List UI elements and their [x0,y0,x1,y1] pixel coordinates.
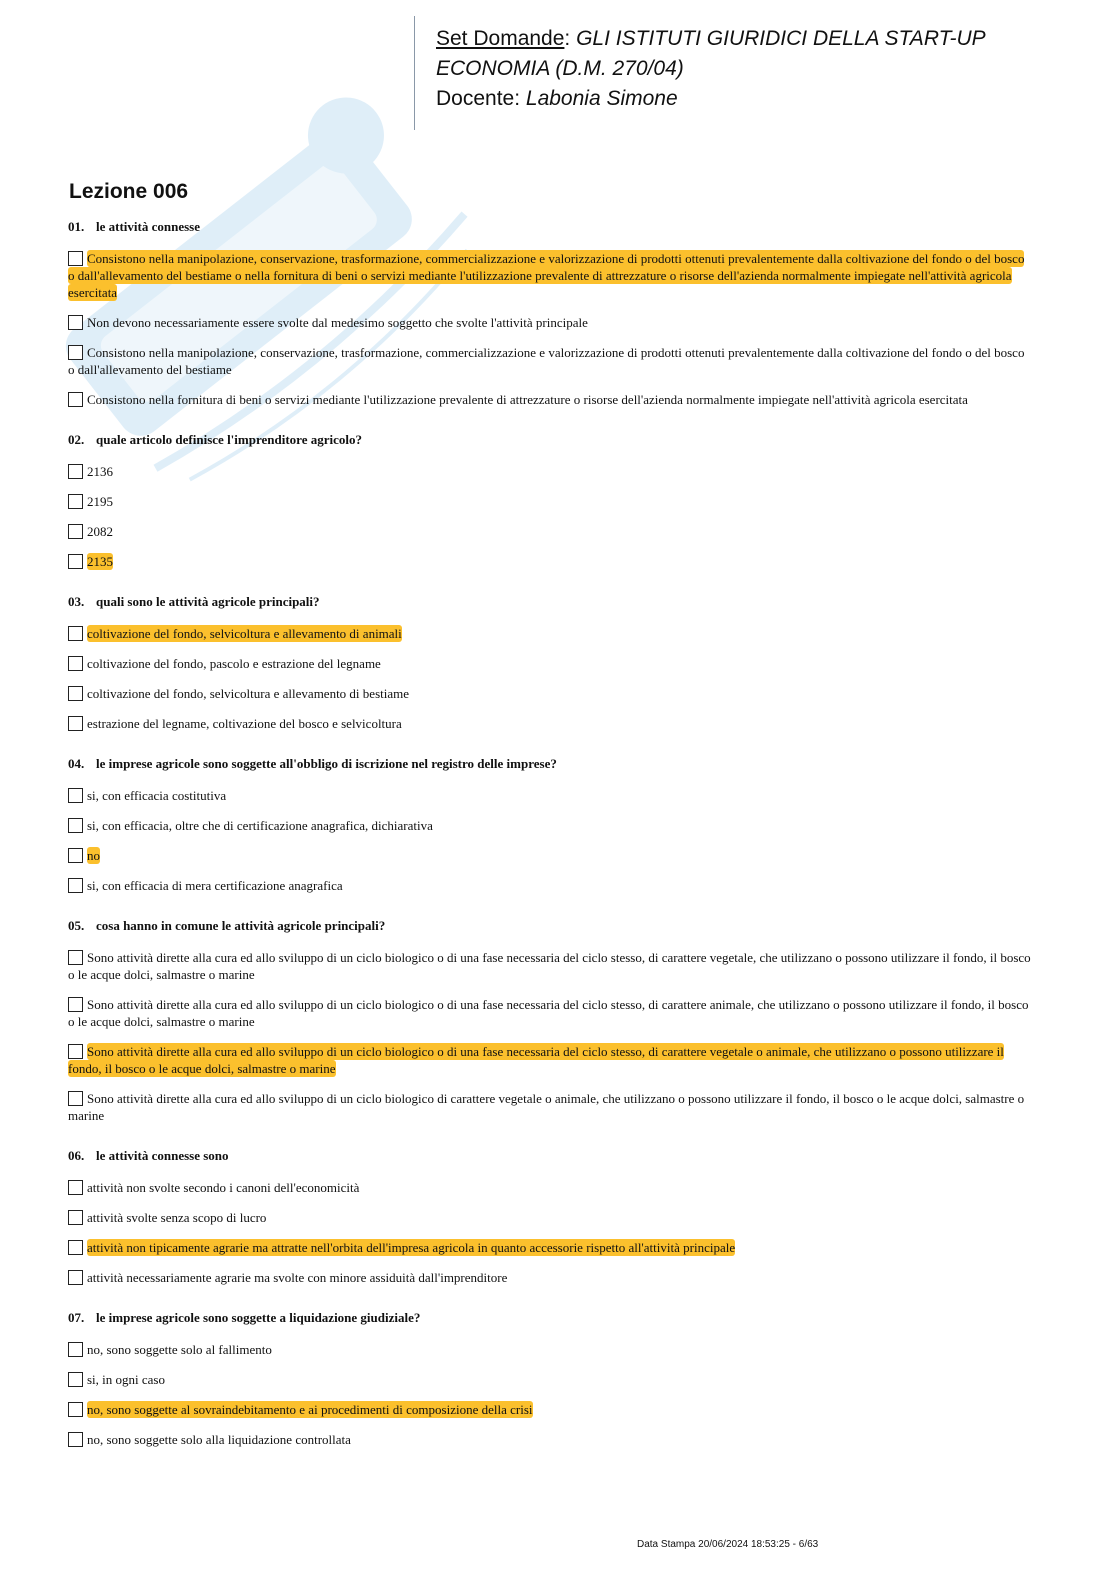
answer-checkbox[interactable] [68,878,83,893]
answer-option[interactable] [68,1269,1034,1286]
answer-option[interactable] [68,1341,1034,1358]
answer-option[interactable] [68,553,1034,570]
lesson-title: Lezione 006 [69,180,189,203]
answer-checkbox[interactable] [68,788,83,803]
answer-option[interactable] [68,1209,1034,1226]
question-block [68,431,1034,570]
answer-text-highlighted: attività non tipicamente agrarie ma attratte nell'orbita dell'impresa agricola in quanto accessorie rispetto all'attività principale [87,1240,736,1255]
answer-option[interactable] [68,625,1034,642]
answer-text: no, sono soggette solo al fallimento [87,1342,272,1357]
question-number: 06. [68,1148,85,1163]
question-heading [68,755,1034,773]
answer-checkbox[interactable] [68,1432,83,1447]
answer-option[interactable] [68,1090,1034,1124]
question-block [68,1309,1034,1448]
answer-checkbox[interactable] [68,1091,83,1106]
answer-option[interactable] [68,847,1034,864]
answer-checkbox[interactable] [68,392,83,407]
question-text: le imprese agricole sono soggette a liquidazione giudiziale? [96,1310,421,1325]
question-text: le attività connesse sono [96,1148,229,1163]
answer-text: Sono attività dirette alla cura ed allo sviluppo di un ciclo biologico o di una fase necessaria del ciclo stesso, di carattere animale, che utilizzano o possono utilizzare il fondo, il bosco o le acque dolci, salmastre o marine [68,997,1029,1029]
answer-option[interactable] [68,787,1034,804]
answer-text: 2195 [87,494,113,509]
question-heading [68,431,1034,449]
answer-option[interactable] [68,685,1034,702]
answer-checkbox[interactable] [68,1372,83,1387]
answer-option[interactable] [68,250,1034,301]
answer-checkbox[interactable] [68,818,83,833]
teacher-line: Docente: Labonia Simone [436,87,678,110]
question-list [68,218,1034,1471]
teacher-name: Labonia Simone [525,87,678,110]
answer-text: si, con efficacia di mera certificazione anagrafica [87,878,343,893]
answer-checkbox[interactable] [68,1402,83,1417]
answer-text: si, con efficacia costitutiva [87,788,227,803]
answer-checkbox[interactable] [68,626,83,641]
answer-text: attività non svolte secondo i canoni dell'economicità [87,1180,360,1195]
answer-text: coltivazione del fondo, pascolo e estrazione del legname [87,656,381,671]
answer-checkbox[interactable] [68,554,83,569]
answer-option[interactable] [68,715,1034,732]
answer-option[interactable] [68,1401,1034,1418]
answer-text: Consistono nella manipolazione, conservazione, trasformazione, commercializzazione e valorizzazione di prodotti ottenuti prevalentemente dalla coltivazione del fondo o del bosco o dall'allevamento del bestiame [68,345,1025,377]
answer-option[interactable] [68,493,1034,510]
answer-text: coltivazione del fondo, selvicoltura e allevamento di bestiame [87,686,409,701]
answer-option[interactable] [68,817,1034,834]
answer-checkbox[interactable] [68,494,83,509]
answer-option[interactable] [68,1043,1034,1077]
answer-checkbox[interactable] [68,1180,83,1195]
answer-option[interactable] [68,1179,1034,1196]
answer-text: 2136 [87,464,113,479]
answer-option[interactable] [68,1431,1034,1448]
answer-text: Consistono nella fornitura di beni o servizi mediante l'utilizzazione prevalente di attrezzature o risorse dell'azienda normalmente impiegate nell'attività agricola esercitata [87,392,968,407]
answer-text-highlighted: 2135 [87,554,113,569]
question-block [68,755,1034,894]
set-line: Set Domande: GLI ISTITUTI GIURIDICI DELLA START-UP [436,27,986,50]
set-title-line2-row [436,54,1076,84]
answer-checkbox[interactable] [68,1270,83,1285]
question-number: 05. [68,918,85,933]
question-number: 04. [68,756,85,771]
answer-option[interactable] [68,949,1034,983]
question-heading [68,1147,1034,1165]
answer-checkbox[interactable] [68,1210,83,1225]
answer-checkbox[interactable] [68,686,83,701]
set-title-line2: ECONOMIA (D.M. 270/04) [436,57,684,80]
answer-text: estrazione del legname, coltivazione del bosco e selvicoltura [87,716,402,731]
answer-text: si, con efficacia, oltre che di certificazione anagrafica, dichiarativa [87,818,433,833]
question-number: 03. [68,594,85,609]
answer-option[interactable] [68,463,1034,480]
question-text: le attività connesse [96,219,200,234]
answer-checkbox[interactable] [68,251,83,266]
header-divider [414,16,415,130]
answer-option[interactable] [68,391,1034,408]
print-footer: Data Stampa 20/06/2024 18:53:25 - 6/63 [637,1539,819,1550]
answer-text: attività svolte senza scopo di lucro [87,1210,267,1225]
question-heading [68,593,1034,611]
answer-text-highlighted: no, sono soggette al sovraindebitamento e ai procedimenti di composizione della crisi [87,1402,533,1417]
question-number: 01. [68,219,85,234]
set-title-line1: GLI ISTITUTI GIURIDICI DELLA START-UP [576,27,986,50]
answer-text: Non devono necessariamente essere svolte dal medesimo soggetto che svolte l'attività principale [87,315,588,330]
question-heading [68,1309,1034,1327]
answer-text: Sono attività dirette alla cura ed allo sviluppo di un ciclo biologico o di una fase necessaria del ciclo stesso, di carattere vegetale, che utilizzano o possono utilizzare il fondo, il bosco o le acque dolci, salmastre o marine [68,950,1031,982]
answer-text: no, sono soggette solo alla liquidazione controllata [87,1432,351,1447]
answer-checkbox[interactable] [68,656,83,671]
answer-text: si, in ogni caso [87,1372,165,1387]
question-block [68,218,1034,408]
answer-option[interactable] [68,877,1034,894]
answer-checkbox[interactable] [68,345,83,360]
answer-text-highlighted: no [87,848,100,863]
question-text: quale articolo definisce l'imprenditore agricolo? [96,432,362,447]
answer-text: attività necessariamente agrarie ma svolte con minore assiduità dall'imprenditore [87,1270,508,1285]
answer-text: 2082 [87,524,113,539]
answer-checkbox[interactable] [68,1240,83,1255]
answer-option[interactable] [68,344,1034,378]
answer-text-highlighted: Consistono nella manipolazione, conservazione, trasformazione, commercializzazione e valorizzazione di prodotti ottenuti prevalentemente dalla coltivazione del fondo o del bosco o dall'allevamento del bestiame o nella fornitura di beni o servizi mediante l'utilizzazione prevalente di attrezzature o risorse dell'azienda normalmente impiegate nell'attività agricola esercitata [68,251,1025,300]
teacher-label: Docente [436,87,515,110]
answer-checkbox[interactable] [68,1342,83,1357]
question-text: quali sono le attività agricole principali? [96,594,320,609]
question-number: 02. [68,432,85,447]
answer-checkbox[interactable] [68,1044,83,1059]
answer-checkbox[interactable] [68,524,83,539]
question-heading [68,917,1034,935]
answer-checkbox[interactable] [68,464,83,479]
answer-checkbox[interactable] [68,997,83,1012]
answer-option[interactable] [68,314,1034,331]
answer-checkbox[interactable] [68,315,83,330]
answer-text: Sono attività dirette alla cura ed allo sviluppo di un ciclo biologico di carattere vegetale o animale, che utilizzano o possono utilizzare il fondo, il bosco o le acque dolci, salmastre o marine [68,1091,1025,1123]
set-label: Set Domande [436,27,565,50]
answer-text-highlighted: coltivazione del fondo, selvicoltura e allevamento di animali [87,626,402,641]
answer-checkbox[interactable] [68,716,83,731]
question-block [68,917,1034,1124]
question-number: 07. [68,1310,85,1325]
question-heading [68,218,1034,236]
question-text: le imprese agricole sono soggette all'obbligo di iscrizione nel registro delle imprese? [96,756,557,771]
answer-option[interactable] [68,523,1034,540]
answer-option[interactable] [68,655,1034,672]
answer-text-highlighted: Sono attività dirette alla cura ed allo sviluppo di un ciclo biologico o di una fase necessaria del ciclo stesso, di carattere vegetale o animale, che utilizzano o possono utilizzare il fondo, il bosco o le acque dolci, salmastre o marine [68,1044,1004,1076]
answer-option[interactable] [68,1239,1034,1256]
answer-checkbox[interactable] [68,950,83,965]
answer-option[interactable] [68,1371,1034,1388]
question-block [68,1147,1034,1286]
answer-option[interactable] [68,996,1034,1030]
document-header [436,24,1076,114]
question-block [68,593,1034,732]
answer-checkbox[interactable] [68,848,83,863]
question-text: cosa hanno in comune le attività agricole principali? [96,918,386,933]
